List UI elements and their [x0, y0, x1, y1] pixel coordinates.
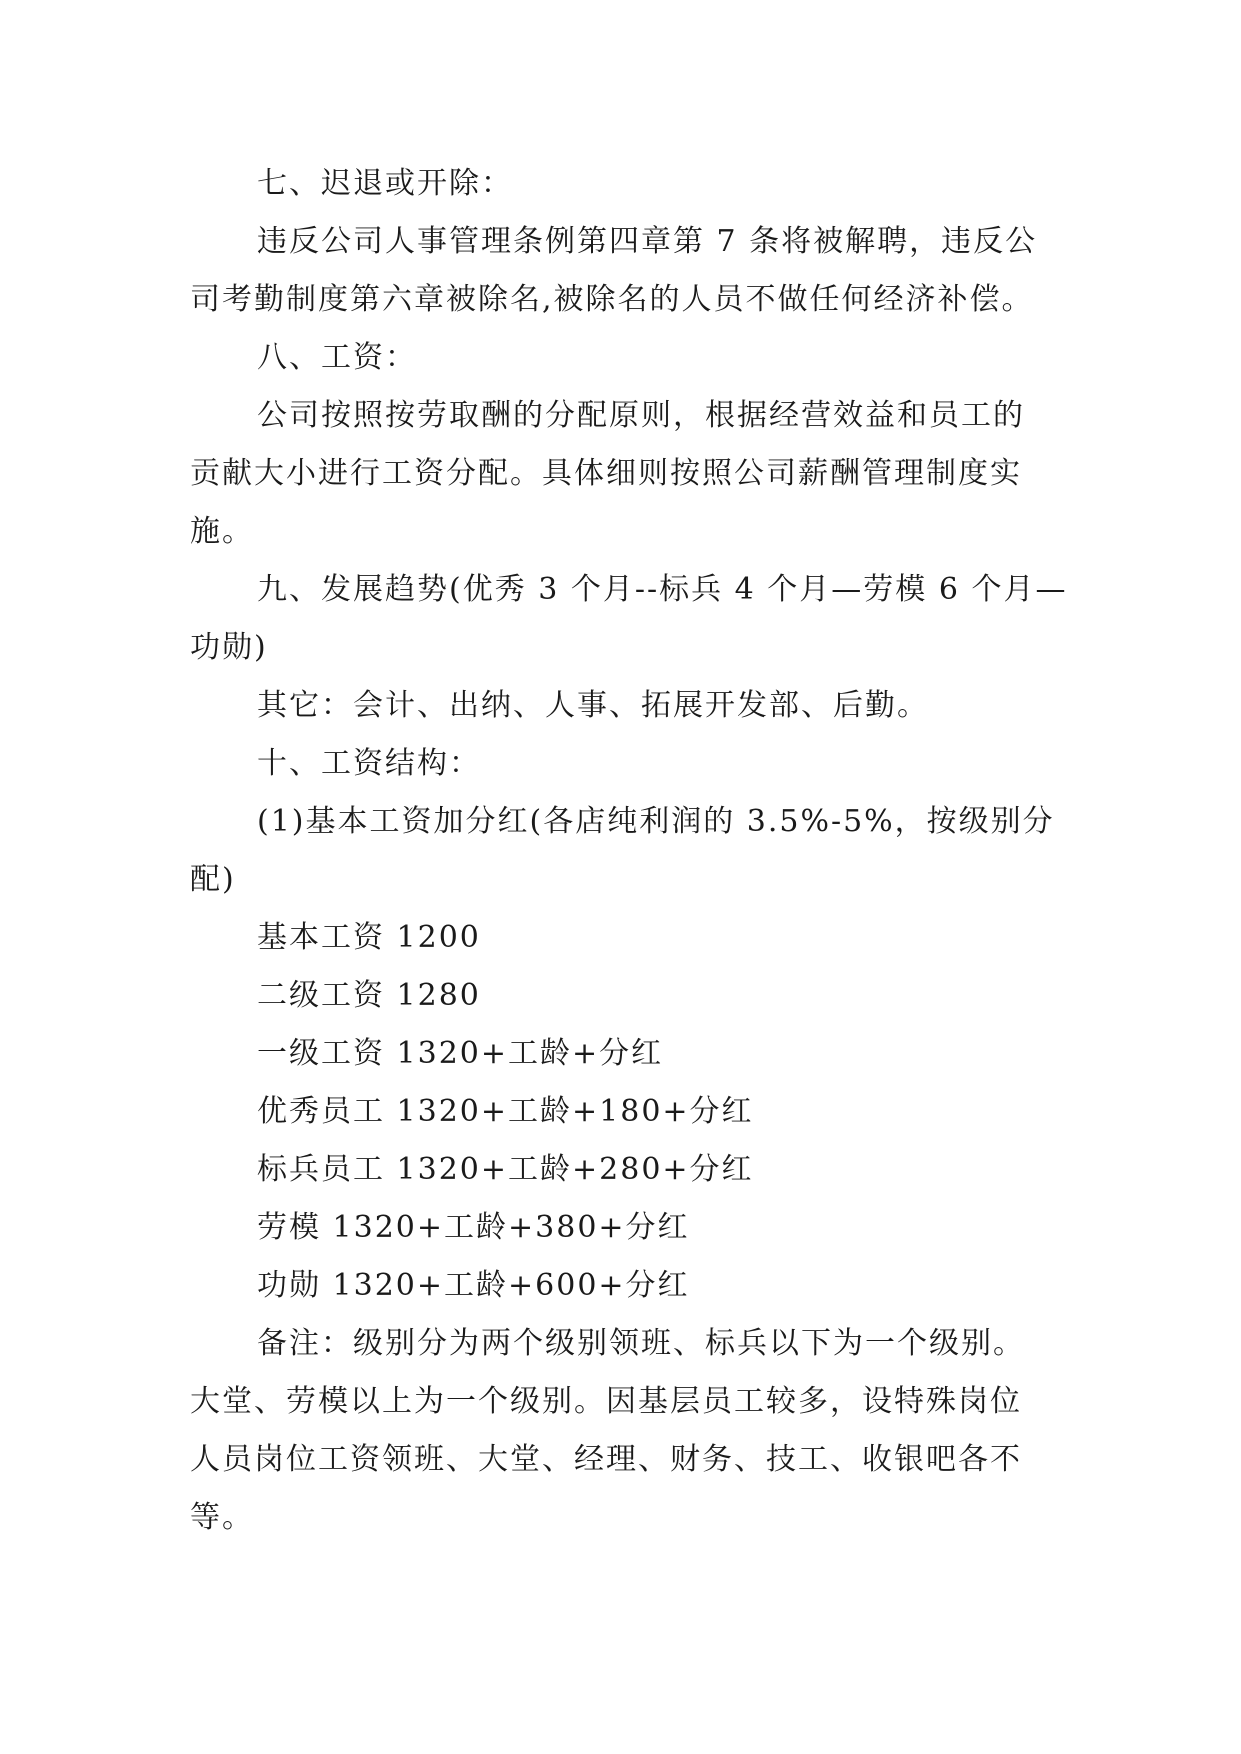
salary-item: 标兵员工 1320+工龄+280+分红: [257, 1152, 754, 1187]
paragraph-line: (1)基本工资加分红(各店纯利润的 3.5%-5%，按级别分: [257, 804, 1055, 839]
section-heading-7: 七、迟退或开除：: [257, 166, 513, 201]
paragraph-line: 施。: [190, 514, 254, 549]
paragraph-line: 贡献大小进行工资分配。具体细则按照公司薪酬管理制度实: [190, 456, 1022, 491]
section-heading-8: 八、工资：: [257, 340, 417, 375]
remark-line: 大堂、劳模以上为一个级别。因基层员工较多，设特殊岗位: [190, 1384, 1022, 1419]
paragraph-line: 功勋): [190, 630, 268, 665]
paragraph-line: 其它：会计、出纳、人事、拓展开发部、后勤。: [257, 688, 929, 723]
salary-item: 二级工资 1280: [257, 978, 481, 1013]
section-heading-9: 九、发展趋势(优秀 3 个月--标兵 4 个月—劳模 6 个月—: [257, 572, 1068, 607]
remark-line: 等。: [190, 1500, 254, 1535]
remark-line: 人员岗位工资领班、大堂、经理、财务、技工、收银吧各不: [190, 1442, 1022, 1477]
salary-item: 一级工资 1320+工龄+分红: [257, 1036, 664, 1071]
paragraph-line: 公司按照按劳取酬的分配原则，根据经营效益和员工的: [257, 398, 1025, 433]
salary-item: 功勋 1320+工龄+600+分红: [257, 1268, 690, 1303]
paragraph-line: 司考勤制度第六章被除名,被除名的人员不做任何经济补偿。: [190, 282, 1034, 317]
paragraph-line: 配): [190, 862, 236, 897]
salary-item: 劳模 1320+工龄+380+分红: [257, 1210, 690, 1245]
salary-item: 优秀员工 1320+工龄+180+分红: [257, 1094, 754, 1129]
paragraph-line: 违反公司人事管理条例第四章第 7 条将被解聘，违反公: [257, 224, 1038, 259]
section-heading-10: 十、工资结构：: [257, 746, 481, 781]
remark-line: 备注：级别分为两个级别领班、标兵以下为一个级别。: [257, 1326, 1025, 1361]
salary-item: 基本工资 1200: [257, 920, 481, 955]
